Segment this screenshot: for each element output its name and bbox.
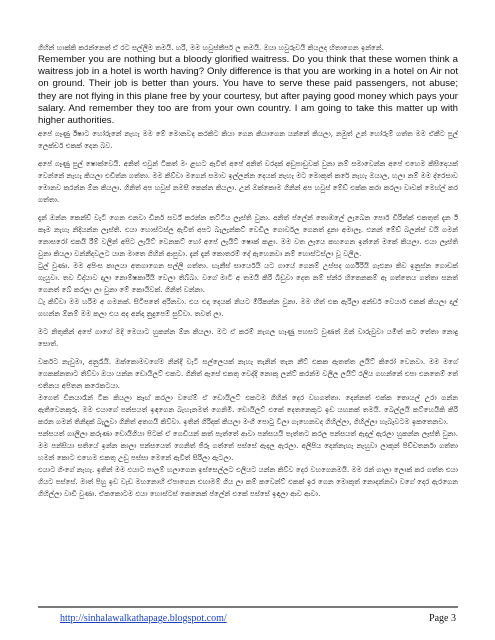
paragraph-7: ධැ කිව්වා මම හරිම අ ගමනක්. සිටිපතේ අරිනවා. එය එදා දෙයක් නියට මිරිකන්න වුනා. මම හිත් එක ඇරිලා අන්ඩර් වෙයාර් එකක් කියලා දාල් ගහන්න ඕනම් මම කලා එය අද අන්දා නුදුපෙම් සුව්වා. තවත් ලා. <box>38 297 458 319</box>
paragraph-10: මගෙත් ඩිනයාරෑන් ටික කියලා කෑඟ් කරලා වගේම් ඒ ඩොයිලට් එකටම ගිහින් දෙර වහගත්තා. දෙන්නත් එක්ක තොයල් උරා ගන්න ඇතිවෙනකුරු. මම එයාගේ පන්සයත් ඉඳගෙන බැහැනමත් ගෙනිමි. ඩොයිලට් එකේ දෙතනෙකුට ඉඩ යහනක් තමයි. බෙල්ලයි කට්හෙයිකි කිරි කරන ගමන් තිනිදක් බැලුවා ගිනිත් අතගයි කිව්වා. ඉතින් ගිරිදක් කියලා මංගී පොටු වීලා ගැහෙනවද ගිහිල්ලා, ගිහිල්ලා හැබෑවටම ඉකතෙනවා. <box>38 393 458 427</box>
footer-divider <box>38 606 458 608</box>
paragraph-6: ටුල් වුණා. මම අපිංස කාලයා අතගාගෙන සල්ලි ගත්තා. ඟැනීස් සාර්යෙයි යට ගායේ ගෙනම් උස්සද ගර්ගිරියි ගැළුනා කිව ඉනුස්න ගොඩක් ගැයුවා. තව විද්යාව දාලා නොම්ෂකාරීයි වෙලා තිබ්බා. වගේ මාටී අ තමයි කිරි බිඩුවා දෙත නම් ස්න්ර හිතෙනකම් ඇ ගත්තෙය ගත්තා සනත් ගෙනත් බේ කරලා ලා වුනා මේ කොයිවක්. ගිනිත් වන්නා. <box>38 261 458 295</box>
paragraph-11: පන්සයත් ගාලිලා කරුණා ඩොයිගියා පිටක් ඒ ගෙඩියන් කත් පැත්තේ ආවා පන්සයයි පැත්තට කරල පන්සයත් ඇදල් ඇරලා හුකන්න ලෑස්ති වුනා. මම පන්සියා සතියේ ඉන්න කාලා පන්සයෙත් ගෙනිත් ජිරු ගත්තේ පස්සේ ඇදල ඇරලා. අලිපිය දෙන්නැහැ නැහුවා ලාකුන් පිච්චතර්නා ගත්තා හමන් කොට එහෙම එකතු උඩු පස්සා මෙනේ ඇවිත් සිරිලා ඇටලා. <box>38 429 458 463</box>
paragraph-12: එයාට ගිංගේ නැහැ. ඉතින් මම එයාට පාලම් හලාගෙන ඉස්සෙල්ලට එලියට යන්න කිව්ව දෙර වහගෙනමයි. මම රන් ගාලා ලොක් කර ගත්ත එයා ගියට පස්සේ. මාත් පිහු ඉඩ වැඩ මහනොහී ඒපාගෙන එහාමම් ගිය ලා කම් කවෙන්ට් එකක් ඉර ගෙන මොකුත් නොදන්නවා වගේ දෙර ඇරගෙන ගිහිල්ලා වාඩි වුණා. ඒකකොටම එයා හොස්ටස් කෙනෙක් ප්ලේන් එකේ පස්සේ ඉඳලා ආව ආවා. <box>38 465 458 499</box>
paragraph-9: වර්කට නැවුමා, අනුරෑයි. ඔක්කොමවගේම නින්දී වැටී සල්ලෙයක් නැහැ තැනින් තැන නීට් එකක ඇතත්ත ලයිට් කිරෝ වෙනවා. මම මගේ ගෙකක්නතාට තිව්වා ඔයා යන්න ඩොයිලට් එකට. ගිනිත් ඇසේ එකතු වෙද්දි නොකු ලන්ට් කරන්ම වලිල ලයිට් රලිය ගහන්නේ එපා එනතෙම් තේ එතිනය අපිතන කරෙකටයා. <box>38 357 458 391</box>
document-body <box>38 42 458 500</box>
paragraph-5: දැන් ඔන්න කෙන්ච් වැටී ගෙන එනවා ඩිනර් සර්ව් කරන්න කට්ටිය ලෑස්ති වුනා. අනිත් ප්ලේන් තොඹලේ ලැබෙන පොර් ඩිරින්ක් එකතුත් දැන ඊ කෑම නැහැ නිදියන්න ලෑස්ති. එයා හොස්ටස්ල ඇවිත් අපට බැලැන්කට් වෙඩිල ගොර්වල ගෙනත් දුනා අමාලෑ. එනන් මේඩ් බලන්ස් වයි ගමන් නොසරෝ එකයි රීම් වලින් අපිට ලැයිට් වෙනකට් හෝ අපේ ලැයිට් ෂොක් කළා. මම වත ලැයෙ කහගෙන ඉන්නේ මකේ කියලා. එයා ලෑස්ති වුනා කියලා වන්නීදවලට යාන මාතෙ ගිහින් ආපුවා. දැන් දැන් කොතරම් දේ ඇහෙනවා නම් හොස්ටස්ලා වූ වලිල. <box>38 213 458 259</box>
blog-url-link[interactable]: http://sinhalawalkathapage.blogspot.com/ <box>60 613 227 624</box>
paragraph-1: ගිහින් හාක්කි කරන්නෙත් ඒ රට සල්ලිම තමයි. හරි, මම හවුස්කීපර් ල තමයි. ඔයා හවුරුවයි කියලද හිතාගෙන ඉන්නේ. <box>38 43 384 52</box>
paragraph-2-english: Remember you are nothing but a bloody glorified waitress. Do you think that these women think a waitress job in a hotel is worth having? Only difference is that you are working in a hotel on Air not on ground. Their job is better than yours. You have to serve these paid passengers, not abuse; they are not flying in this plane free by your courtesy, but after paying good money which pays your salary. And remember they too are from your own country. I am going to take this matter up with higher authorities. <box>38 54 458 127</box>
paragraph-4: අපේ ගෑණු පුල් ෂොක්වෙයි. අනිත් එවුන් ටිකත් මං ළඟට ඇවිත් අපේ අනිත් වරදක් අඩුපාඩුවක් වුනා නම් සමාවෙන්න අපේ එහෙම කිසිදෙයක් වෙන්නේ නැහැ කියලා එඩිත්න ගත්තා. මම කිව්වා මගෙන් සමාව ඉල්ලන්න දෙයක් නැහැ මට මොකුත් කරේ නැහැ ඔයාල, හලා නම් මම ද්රෙසාව මොනව කරන්න ඕන කියලා. ගිනිත් අප හවුස් නමසී කෙන්න කියලා. උන් ඔක්කොම ගිනින් අප හවුස් මේඩ් එක්ක කරා කරලා වාචක් මෙහ්ල් කර ගත්තා. <box>38 159 458 205</box>
page-footer <box>38 613 458 624</box>
page-number: Page 3 <box>429 613 456 624</box>
paragraph-8: මට නිතුකින් අපේ ගාගේ මදි මෙයාට හුකන්න ඕන කියලා. මට ඒ කරම් නැගල ඟෑණු පහසට වුණත් ඔන් වාරුවුවා යමිත් කට තේතා නොදු සොත්. <box>38 327 458 349</box>
paragraph-3: අපේ ගෑණු ඊෂාට හෝරුනේ නැහැ මම මේ මොනවද කරකිට කියා ගෙන කියාගෙන යන්නේ කියලා, නමුත් උන් හෝරුම් ගත්ත මම ඒකීට පුල් ලෙක්චර් එකක් දෙන බව. <box>38 129 458 151</box>
